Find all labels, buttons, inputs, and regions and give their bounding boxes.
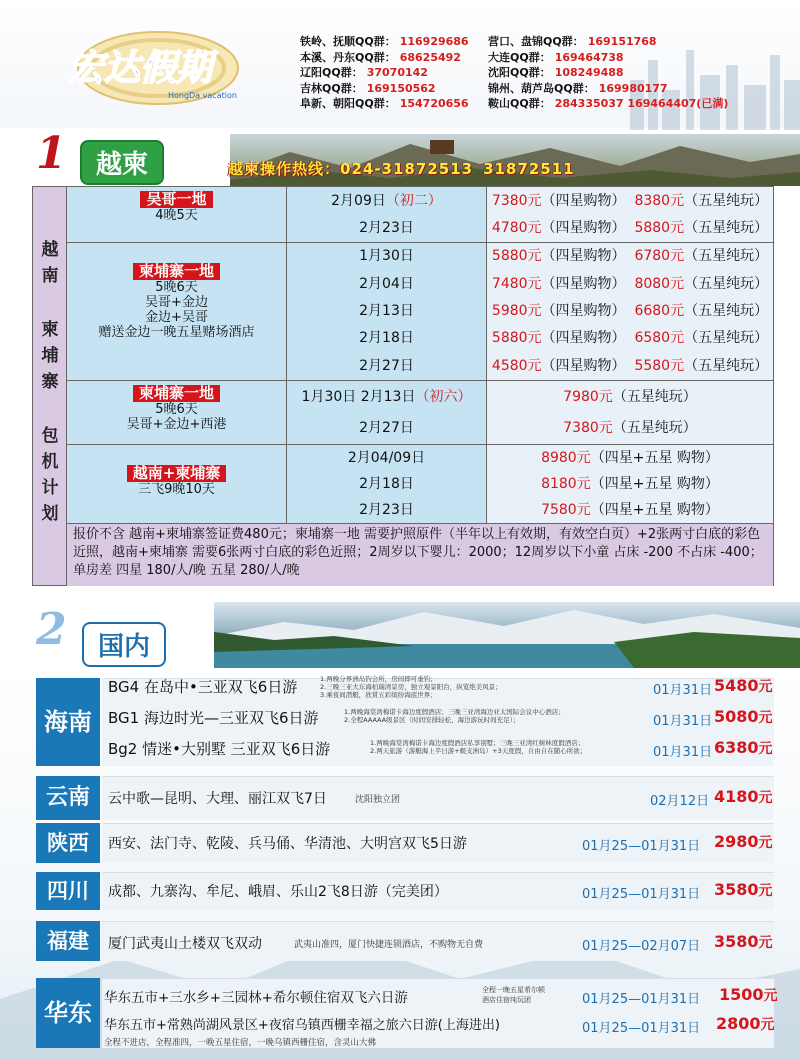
- departure-date: 1月30日: [287, 243, 487, 270]
- region-sichuan: 四川: [36, 872, 100, 910]
- departure-date: 2月18日: [287, 471, 487, 497]
- charter-plan-label: 越 南 柬 埔 寨 包 机 计 划: [33, 187, 67, 585]
- price-cell: 7580元（四星+五星 购物）: [487, 497, 773, 523]
- price-cell: 4580元（四星购物） 5580元（五星纯玩）: [487, 352, 773, 380]
- qq-group-row: 本溪、丹东QQ群： 68625492: [300, 50, 461, 64]
- qq-group-row: 鞍山QQ群： 284335037 169464407(已满): [488, 97, 729, 110]
- qq-group-row: 辽阳QQ群： 37070142: [300, 66, 428, 79]
- company-logo: [60, 28, 250, 106]
- price-cell: 7980元（五星纯玩）: [487, 381, 773, 413]
- route-price: 6380元: [714, 738, 773, 757]
- route-date: 02月12日: [650, 794, 710, 809]
- route-title: 华东五市+常熟尚湖风景区+夜宿乌镇西栅幸福之旅六日游(上海进出): [104, 1018, 500, 1033]
- route-title: Bg2 情迷•大别墅 三亚双飞6日游: [108, 740, 331, 758]
- qq-group-row: 营口、盘锦QQ群： 169151768: [488, 35, 657, 48]
- route-title: 云中歌—昆明、大理、丽江双飞7日: [108, 791, 327, 807]
- route-footnote: 全程不进店，全程准四，一晚五星住宿，一晚乌镇西栅住宿，含灵山大佛: [104, 1038, 377, 1048]
- route-title: 华东五市+三水乡+三园林+希尔顿住宿双飞六日游: [104, 990, 408, 1006]
- route-price: 5480元: [714, 676, 773, 695]
- section1-title: 越柬: [80, 140, 164, 185]
- price-cell: 5880元（四星购物） 6580元（五星纯玩）: [487, 325, 773, 352]
- departure-date: 1月30日 2月13日（初六）: [287, 381, 487, 413]
- price-notes: 报价不含 越南+柬埔寨签证费480元；柬埔寨一地 需要护照原件（半年以上有效期，有效空白页）+2张两寸白底的彩色近照，越南+柬埔寨 需要6张两寸白底的彩色近照；2周岁以下婴儿：2000；12周岁以下小童 占床 -200 不占床 -400；单房差 四星 180/人/晚 五星 280/人/晚: [67, 524, 773, 586]
- route-price: 3580元: [714, 932, 773, 951]
- route-date: 01月25—01月31日: [582, 1021, 701, 1036]
- route-date: 01月31日: [653, 683, 713, 698]
- route-details: 1.两晚海棠湾梅诺卡海边度假酒店；三晚三亚湾海边亚太国际会议中心酒店； 2.全程AAAAA级景区（时间安排轻松，海边游玩时间充足）；: [344, 708, 565, 724]
- route-date: 01月25—01月31日: [582, 887, 701, 902]
- section2-banner-photo: [214, 602, 800, 668]
- route-price: 3580元: [714, 880, 773, 899]
- departure-date: 2月23日: [287, 497, 487, 523]
- qq-group-row: 锦州、葫芦岛QQ群： 169980177: [488, 81, 668, 95]
- route-price: 2980元: [714, 832, 773, 851]
- route-date: 01月25—02月07日: [582, 939, 701, 954]
- qq-group-row: 吉林QQ群： 169150562: [300, 81, 436, 95]
- logo-text: 宏达假期: [68, 48, 213, 89]
- route-title: BG4 在岛中•三亚双飞6日游: [108, 678, 298, 696]
- hotline: 越柬操作热线：024-31872513 31872511: [228, 160, 575, 178]
- product-badge: 柬埔寨一地: [133, 263, 220, 280]
- route-title: 厦门武夷山土楼双飞双动: [108, 936, 262, 952]
- route-title: 成都、九寨沟、牟尼、峨眉、乐山2飞8日游（完美团）: [108, 884, 448, 900]
- departure-date: 2月04日: [287, 270, 487, 298]
- product-cell: 柬埔寨一地 5晚6天 吴哥+金边 金边+吴哥 赠送金边一晚五星赌场酒店: [67, 243, 287, 380]
- route-price: 5080元: [714, 707, 773, 726]
- route-price: 1500元: [719, 985, 778, 1004]
- price-cell: 8980元（四星+五星 购物）: [487, 445, 773, 471]
- route-tag: 武夷山准四，厦门快捷连锁酒店，不购物无自费: [294, 940, 484, 950]
- product-group: [67, 187, 773, 243]
- product-cell: 柬埔寨一地 5晚6天 吴哥+金边+西港: [67, 381, 287, 444]
- qq-groups-right: [488, 34, 728, 112]
- qq-group-row: 大连QQ群： 169464738: [488, 50, 624, 64]
- route-date: 01月31日: [653, 745, 713, 760]
- product-group: [67, 243, 773, 381]
- route-date: 01月25—01月31日: [582, 839, 701, 854]
- route-details: 全程一晚五星希尔顿 酒店住宿纯玩团: [482, 986, 545, 1004]
- qq-group-row: 沈阳QQ群： 108249488: [488, 66, 624, 79]
- qq-group-row: 铁岭、抚顺QQ群： 116929686: [300, 35, 469, 48]
- departure-date: 2月18日: [287, 325, 487, 352]
- section1-number: 1: [36, 128, 67, 179]
- departure-date: 2月23日: [287, 215, 487, 242]
- region-yunnan: 云南: [36, 776, 100, 820]
- price-cell: 7380元（四星购物） 8380元（五星纯玩）: [487, 187, 773, 215]
- vietnam-cambodia-table: [32, 186, 774, 586]
- route-price: 4180元: [714, 787, 773, 806]
- product-group: [67, 445, 773, 524]
- departure-date: 2月27日: [287, 413, 487, 444]
- price-cell: 7480元（四星购物） 8080元（五星纯玩）: [487, 270, 773, 298]
- departure-date: 2月09日（初二）: [287, 187, 487, 215]
- qq-groups-left: [300, 34, 469, 112]
- header: [0, 0, 800, 128]
- price-cell: 5980元（四星购物） 6680元（五星纯玩）: [487, 298, 773, 325]
- product-badge: 越南+柬埔寨: [127, 465, 227, 482]
- route-details: 1.两晚分界洲岛钓会所，房间即可垂钓； 2.三晚三亚大东海柏瑞湾景房，独立观景阳台，纵览绝美风景； 3.乘夜间潜艇，欣赏五彩缤纷海底世界；: [320, 675, 502, 699]
- section2-number: 2: [36, 604, 67, 655]
- section2-title: 国内: [82, 622, 166, 667]
- region-huadong: 华东: [36, 978, 100, 1048]
- product-badge: 吴哥一地: [140, 191, 212, 208]
- logo-subtext: HongDa vacation: [168, 91, 237, 100]
- price-cell: 8180元（四星+五星 购物）: [487, 471, 773, 497]
- route-details: 1.两晚海棠湾梅诺卡海边度假酒店私享别墅；三晚三亚湾红树林度假酒店； 2.两天旅游（游艇海上半日游+蜈支洲岛）+3天度假，自由自在随心所欲；: [370, 739, 587, 755]
- price-cell: 7380元（五星纯玩）: [487, 413, 773, 444]
- product-cell: 越南+柬埔寨 三飞9晚10天: [67, 445, 287, 523]
- product-cell: 吴哥一地 4晚5天: [67, 187, 287, 242]
- route-price: 2800元: [716, 1014, 775, 1033]
- departure-date: 2月27日: [287, 352, 487, 380]
- route-title: BG1 海边时光—三亚双飞6日游: [108, 709, 319, 727]
- route-date: 01月31日: [653, 714, 713, 729]
- price-cell: 5880元（四星购物） 6780元（五星纯玩）: [487, 243, 773, 270]
- qq-group-row: 阜新、朝阳QQ群： 154720656: [300, 97, 469, 110]
- route-tag: 沈阳独立团: [355, 795, 401, 805]
- departure-date: 2月13日: [287, 298, 487, 325]
- region-fujian: 福建: [36, 921, 100, 961]
- route-date: 01月25—01月31日: [582, 992, 701, 1007]
- departure-date: 2月04/09日: [287, 445, 487, 471]
- price-cell: 4780元（四星购物） 5880元（五星纯玩）: [487, 215, 773, 242]
- region-hainan: 海南: [36, 678, 100, 766]
- product-group: [67, 381, 773, 445]
- region-shaanxi: 陕西: [36, 823, 100, 863]
- product-badge: 柬埔寨一地: [133, 385, 220, 402]
- route-title: 西安、法门寺、乾陵、兵马俑、华清池、大明宫双飞5日游: [108, 836, 467, 852]
